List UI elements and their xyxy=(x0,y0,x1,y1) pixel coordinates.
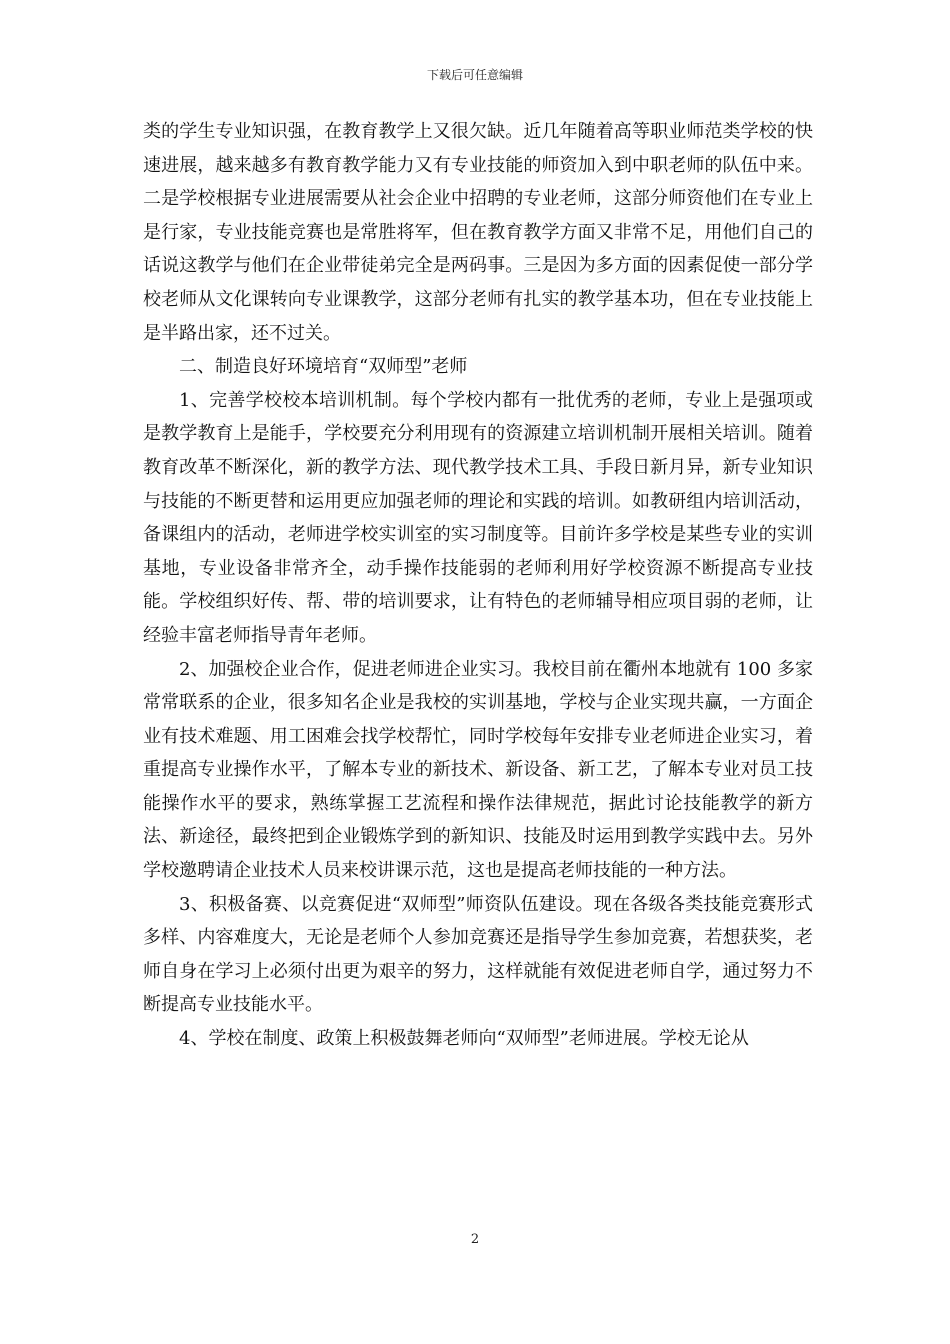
section-heading: 二、制造良好环境培育“双师型”老师 xyxy=(179,356,468,378)
paragraph-item-3: 3、积极备赛、以竞赛促进“双师型”师资队伍建设。现在各级各类技能竞赛形式多样、内容难度大，无论是老师个人参加竞赛还是指导学生参加竞赛，若想获奖，老师自身在学习上必须付出更为艰辛的努力，这样就能有效促进老师自学，通过努力不断提高专业技能水平。 xyxy=(143,893,813,1016)
page-header: 下载后可任意编辑 xyxy=(426,68,523,82)
paragraph-item-4: 4、学校在制度、政策上积极鼓舞老师向“双师型”老师进展。学校无论从 xyxy=(179,1028,749,1050)
paragraph-continuation: 类的学生专业知识强，在教育教学上又很欠缺。近几年随着高等职业师范类学校的快速进展，越来越多有教育教学能力又有专业技能的师资加入到中职老师的队伍中来。二是学校根据专业进展需要从社会企业中招聘的专业老师，这部分师资他们在专业上是行家，专业技能竞赛也是常胜将军，但在教育教学方面又非常不足，用他们自己的话说这教学与他们在企业带徒弟完全是两码事。三是因为多方面的因素促使一部分学校老师从文化课转向专业课教学，这部分老师有扎实的教学基本功，但在专业技能上是半路出家，还不过关。 xyxy=(143,121,813,344)
paragraph-item-2: 2、加强校企业合作，促进老师进企业实习。我校目前在衢州本地就有 100 多家常常联系的企业，很多知名企业是我校的实训基地，学校与企业实现共赢，一方面企业有技术难题、用工困难会找学校帮忙，同时学校每年安排专业老师进企业实习，着重提高专业操作水平，了解本专业的新技术、新设备、新工艺，了解本专业对员工技能操作水平的要求，熟练掌握工艺流程和操作法律规范，据此讨论技能教学的新方法、新途径，最终把到企业锻炼学到的新知识、技能及时运用到教学实践中去。另外学校邀聘请企业技术人员来校讲课示范，这也是提高老师技能的一种方法。 xyxy=(143,658,813,882)
document-body xyxy=(143,115,813,1056)
page-number: 2 xyxy=(470,1232,480,1247)
paragraph-item-1: 1、完善学校校本培训机制。每个学校内都有一批优秀的老师，专业上是强项或是教学教育上是能手，学校要充分利用现有的资源建立培训机制开展相关培训。随着教育改革不断深化，新的教学方法、现代教学技术工具、手段日新月异，新专业知识与技能的不断更替和运用更应加强老师的理论和实践的培训。如教研组内培训活动，备课组内的活动，老师进学校实训室的实习制度等。目前许多学校是某些专业的实训基地，专业设备非常齐全，动手操作技能弱的老师利用好学校资源不断提高专业技能。学校组织好传、帮、带的培训要求，让有特色的老师辅导相应项目弱的老师，让经验丰富老师指导青年老师。 xyxy=(143,389,813,646)
